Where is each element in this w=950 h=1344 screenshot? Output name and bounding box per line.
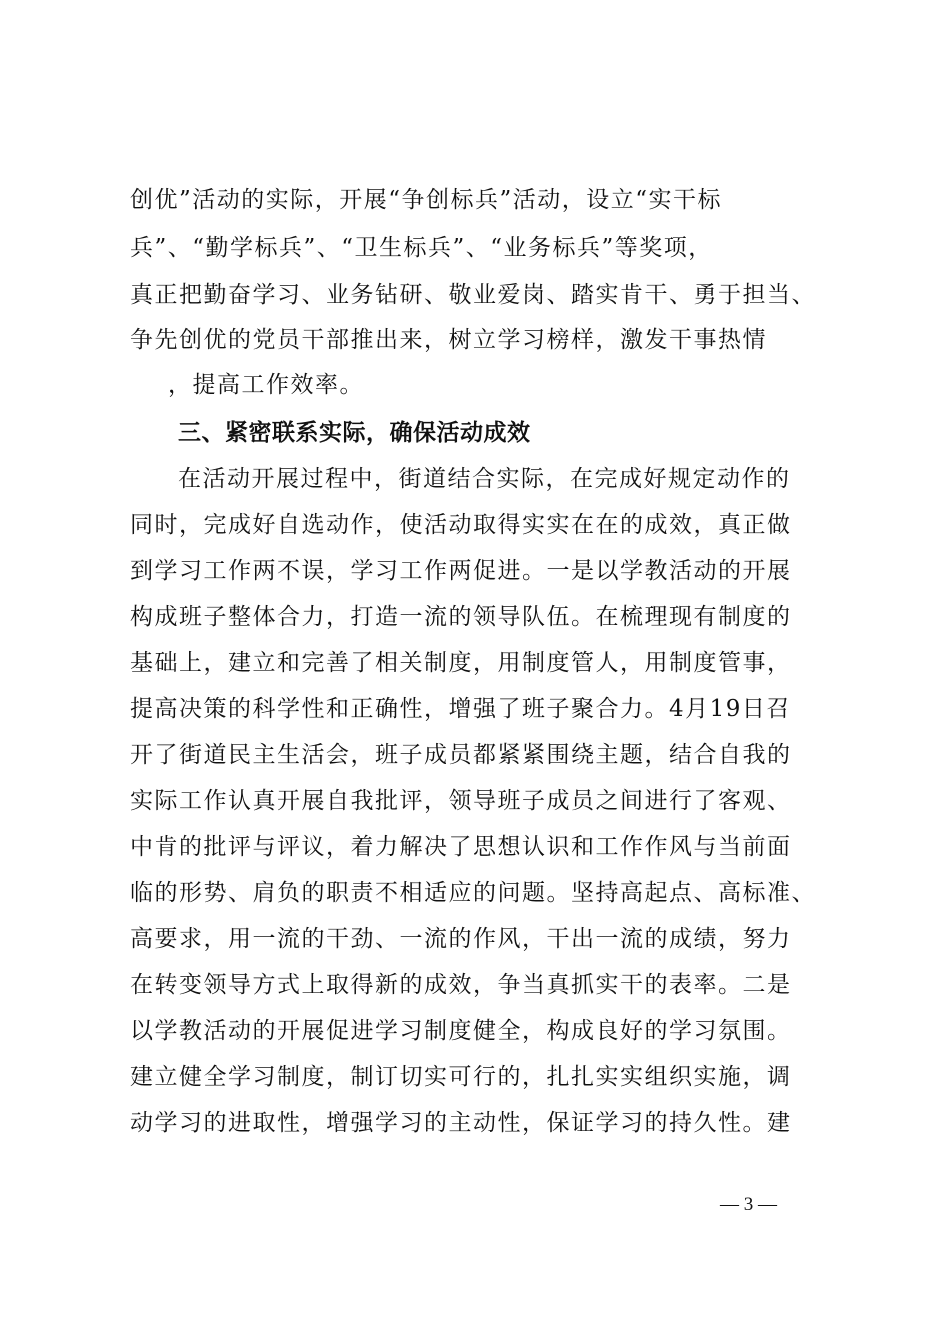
text-line: 高要求，用一流的干劲、一流的作风，干出一流的成绩，努力 [130, 926, 792, 952]
text-line: 以学教活动的开展促进学习制度健全，构成良好的学习氛围。 [130, 1018, 792, 1044]
page-number: — 3 — [720, 1194, 777, 1215]
text-line: 开了街道民主生活会，班子成员都紧紧围绕主题，结合自我的 [130, 742, 792, 768]
section-heading: 三、紧密联系实际，确保活动成效 [178, 420, 531, 446]
text-line: 动学习的进取性，增强学习的主动性，保证学习的持久性。建 [130, 1110, 792, 1136]
text-line: ，提高工作效率。 [168, 372, 364, 398]
text-line: 临的形势、肩负的职责不相适应的问题。坚持高起点、高标准、 [130, 880, 816, 906]
text-line: 在活动开展过程中，街道结合实际，在完成好规定动作的 [178, 466, 791, 492]
text-line: 创优”活动的实际，开展“争创标兵”活动，设立“实干标 [130, 187, 723, 213]
text-line: 争先创优的党员干部推出来，树立学习榜样，激发干事热情 [130, 327, 767, 353]
text-line: 建立健全学习制度，制订切实可行的，扎扎实实组织实施，调 [130, 1064, 792, 1090]
text-line: 在转变领导方式上取得新的成效，争当真抓实干的表率。二是 [130, 972, 792, 998]
text-line: 兵”、“勤学标兵”、“卫生标兵”、“业务标兵”等奖项， [130, 235, 713, 261]
text-line: 同时，完成好自选动作，使活动取得实实在在的成效，真正做 [130, 512, 792, 538]
text-line: 到学习工作两不误，学习工作两促进。一是以学教活动的开展 [130, 558, 792, 584]
text-line: 提高决策的科学性和正确性，增强了班子聚合力。4月19日召 [130, 696, 791, 722]
text-line: 基础上，建立和完善了相关制度，用制度管人，用制度管事， [130, 650, 792, 676]
text-line: 构成班子整体合力，打造一流的领导队伍。在梳理现有制度的 [130, 604, 792, 630]
text-line: 真正把勤奋学习、业务钻研、敬业爱岗、踏实肯干、勇于担当、 [130, 282, 816, 308]
text-line: 实际工作认真开展自我批评，领导班子成员之间进行了客观、 [130, 788, 792, 814]
text-line: 中肯的批评与评议，着力解决了思想认识和工作作风与当前面 [130, 834, 792, 860]
